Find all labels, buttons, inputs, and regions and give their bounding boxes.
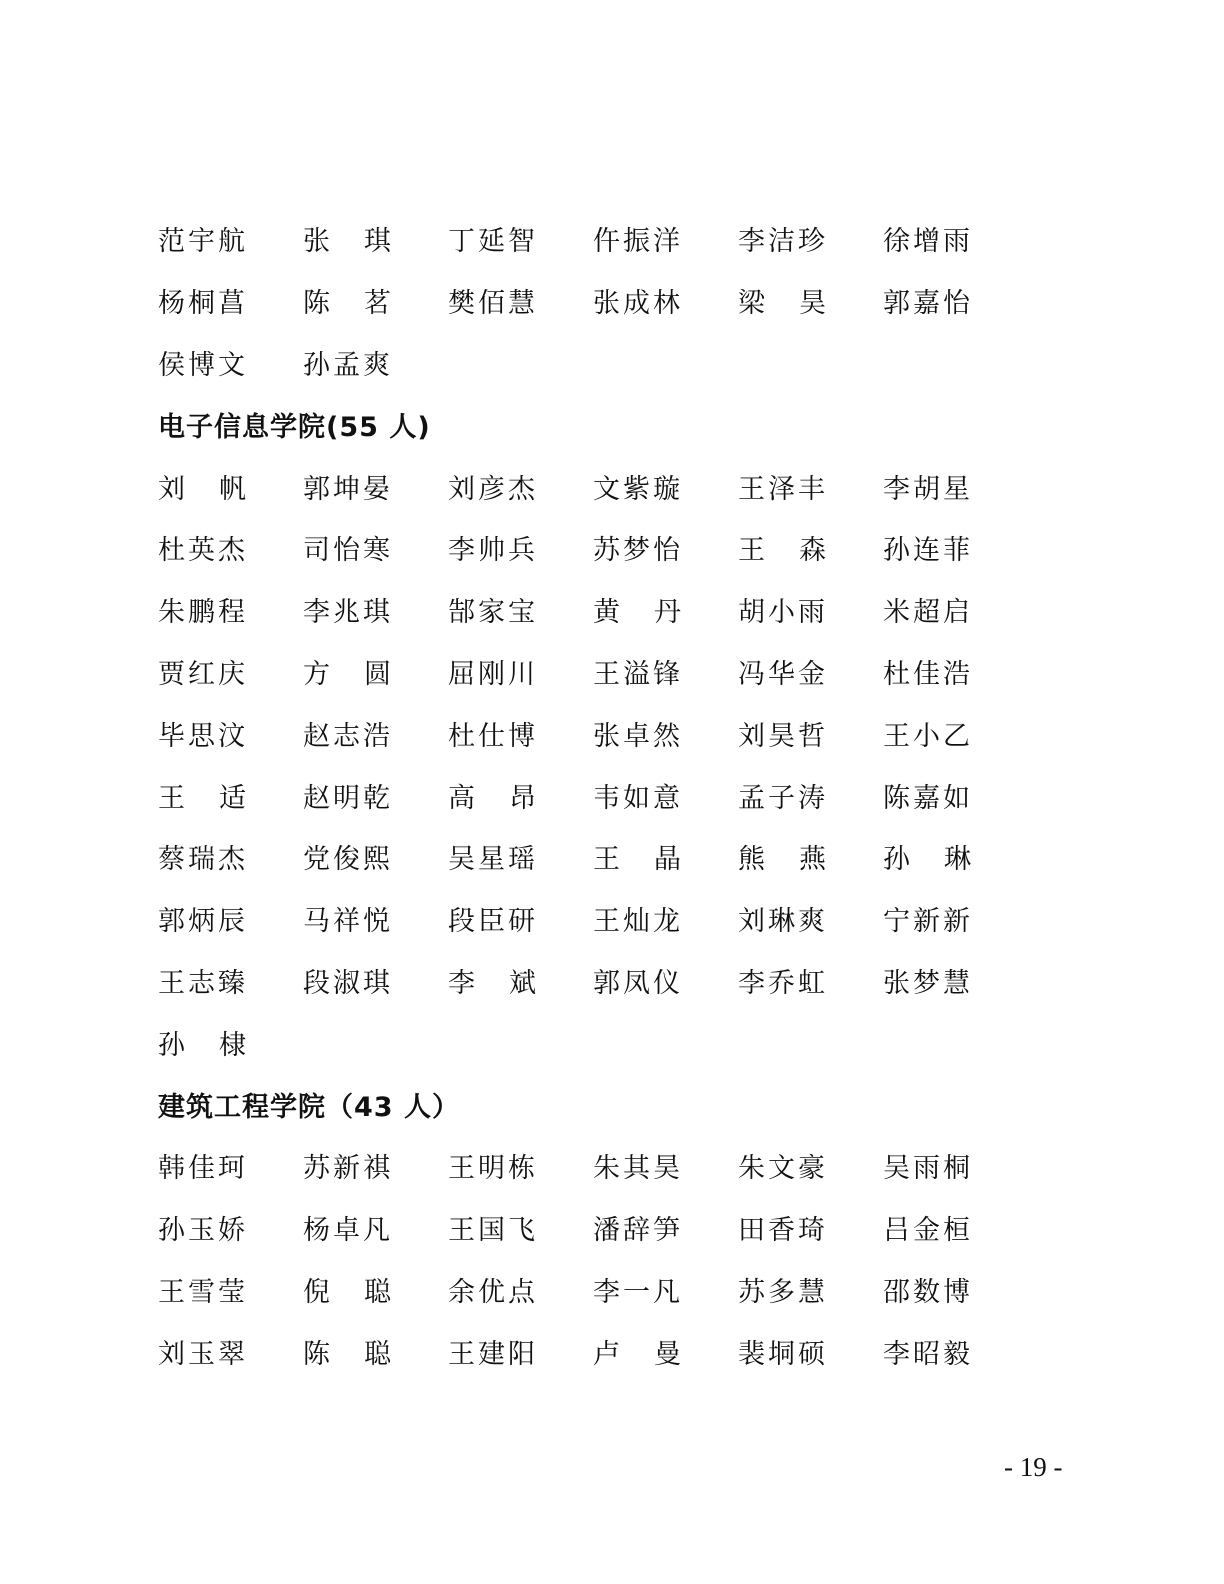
person-name: 宁新新	[883, 906, 973, 938]
person-name: 梁 昊	[738, 288, 829, 320]
person-name: 孙孟爽	[303, 349, 393, 381]
person-name: 王志臻	[158, 967, 248, 999]
person-name: 李一凡	[593, 1276, 683, 1308]
person-name: 苏新祺	[303, 1153, 393, 1185]
person-name: 王明栋	[448, 1153, 538, 1185]
person-name: 郭凤仪	[593, 967, 683, 999]
person-name: 贾红庆	[158, 658, 248, 690]
name-row	[158, 455, 1058, 517]
name-row	[158, 270, 1058, 332]
person-name: 苏多慧	[738, 1276, 828, 1308]
person-name: 田香琦	[738, 1215, 828, 1247]
person-name: 王 森	[738, 535, 829, 567]
person-name: 段臣研	[448, 906, 538, 938]
person-name: 吕金桓	[883, 1215, 973, 1247]
person-name: 胡小雨	[738, 597, 828, 629]
person-name: 苏梦怡	[593, 535, 683, 567]
person-name: 刘昊哲	[738, 720, 828, 752]
name-row	[158, 888, 1058, 950]
person-name: 党俊熙	[303, 844, 393, 876]
name-row	[158, 950, 1058, 1012]
person-name: 郜家宝	[448, 597, 538, 629]
person-name: 陈 茗	[303, 288, 394, 320]
person-name: 米超启	[883, 597, 973, 629]
person-name: 蔡瑞杰	[158, 844, 248, 876]
person-name: 屈刚川	[448, 658, 538, 690]
person-name: 杜佳浩	[883, 658, 973, 690]
person-name: 吴雨桐	[883, 1153, 973, 1185]
person-name: 潘辞笋	[593, 1215, 683, 1247]
page-number: - 19 -	[1004, 1452, 1063, 1482]
person-name: 李 斌	[448, 967, 539, 999]
person-name: 王国飞	[448, 1215, 538, 1247]
person-name: 冯华金	[738, 658, 828, 690]
name-row	[158, 208, 1058, 270]
person-name: 范宇航	[158, 226, 248, 258]
name-row	[158, 517, 1058, 579]
person-name: 韦如意	[593, 782, 683, 814]
person-name: 高 昂	[448, 782, 539, 814]
person-name: 郭坤晏	[303, 473, 393, 505]
name-row	[158, 1197, 1058, 1259]
person-name: 郭嘉怡	[883, 288, 973, 320]
person-name: 刘彦杰	[448, 473, 538, 505]
person-name: 朱鹏程	[158, 597, 248, 629]
person-name: 孙 琳	[883, 844, 974, 876]
person-name: 李帅兵	[448, 535, 538, 567]
name-row	[158, 1259, 1058, 1321]
person-name: 张卓然	[593, 720, 683, 752]
person-name: 王建阳	[448, 1338, 538, 1370]
person-name: 邵数博	[883, 1276, 973, 1308]
person-name: 黄 丹	[593, 597, 684, 629]
name-row	[158, 702, 1058, 764]
person-name: 王溢锋	[593, 658, 683, 690]
person-name: 段淑琪	[303, 967, 393, 999]
person-name: 张 琪	[303, 226, 394, 258]
person-name: 杜仕博	[448, 720, 538, 752]
person-name: 王泽丰	[738, 473, 828, 505]
person-name: 王雪莹	[158, 1276, 248, 1308]
person-name: 朱其昊	[593, 1153, 683, 1185]
section-heading: 建筑工程学院（43 人）	[158, 1091, 460, 1123]
person-name: 李乔虹	[738, 967, 828, 999]
name-row	[158, 1011, 1058, 1073]
person-name: 樊佰慧	[448, 288, 538, 320]
person-name: 侯博文	[158, 349, 248, 381]
person-name: 王小乙	[883, 720, 973, 752]
name-row	[158, 764, 1058, 826]
person-name: 文紫璇	[593, 473, 683, 505]
person-name: 刘玉翠	[158, 1338, 248, 1370]
name-row	[158, 641, 1058, 703]
name-row	[158, 579, 1058, 641]
name-row	[158, 332, 1058, 394]
person-name: 马祥悦	[303, 906, 393, 938]
person-name: 赵志浩	[303, 720, 393, 752]
person-name: 熊 燕	[738, 844, 829, 876]
person-name: 吴星瑶	[448, 844, 538, 876]
name-row	[158, 1135, 1058, 1197]
person-name: 余优点	[448, 1276, 538, 1308]
person-name: 杨桐菖	[158, 288, 248, 320]
person-name: 赵明乾	[303, 782, 393, 814]
name-row	[158, 1320, 1058, 1382]
person-name: 陈 聪	[303, 1338, 394, 1370]
person-name: 方 圆	[303, 658, 394, 690]
person-name: 郭炳辰	[158, 906, 248, 938]
person-name: 倪 聪	[303, 1276, 394, 1308]
person-name: 李胡星	[883, 473, 973, 505]
person-name: 孟子涛	[738, 782, 828, 814]
person-name: 朱文豪	[738, 1153, 828, 1185]
person-name: 张成林	[593, 288, 683, 320]
name-list	[158, 208, 1058, 1382]
person-name: 裴垌硕	[738, 1338, 828, 1370]
person-name: 司怡寒	[303, 535, 393, 567]
section-heading: 电子信息学院(55 人)	[158, 411, 431, 443]
person-name: 杨卓凡	[303, 1215, 393, 1247]
person-name: 卢 曼	[593, 1338, 684, 1370]
person-name: 毕思汶	[158, 720, 248, 752]
person-name: 孙连菲	[883, 535, 973, 567]
person-name: 李洁珍	[738, 226, 828, 258]
person-name: 陈嘉如	[883, 782, 973, 814]
person-name: 刘琳爽	[738, 906, 828, 938]
person-name: 李昭毅	[883, 1338, 973, 1370]
person-name: 韩佳珂	[158, 1153, 248, 1185]
person-name: 仵振洋	[593, 226, 683, 258]
person-name: 徐增雨	[883, 226, 973, 258]
person-name: 杜英杰	[158, 535, 248, 567]
person-name: 王 晶	[593, 844, 684, 876]
person-name: 王 适	[158, 782, 249, 814]
person-name: 刘 帆	[158, 473, 249, 505]
person-name: 王灿龙	[593, 906, 683, 938]
name-row	[158, 826, 1058, 888]
person-name: 李兆琪	[303, 597, 393, 629]
person-name: 丁延智	[448, 226, 538, 258]
person-name: 张梦慧	[883, 967, 973, 999]
person-name: 孙玉娇	[158, 1215, 248, 1247]
person-name: 孙 棣	[158, 1029, 249, 1061]
